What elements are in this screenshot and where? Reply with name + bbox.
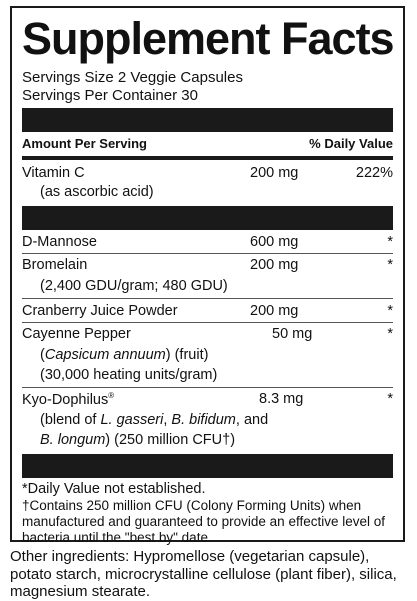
ingredient-detail: (blend of L. gasseri, B. bifidum, and xyxy=(40,412,269,428)
panel-title: Supplement Facts xyxy=(22,13,394,64)
row-divider xyxy=(22,298,393,299)
daily-value-header: % Daily Value xyxy=(309,136,393,151)
ingredient-amount: 200 mg xyxy=(250,257,299,273)
serving-size: Servings Size 2 Veggie Capsules xyxy=(22,69,243,86)
supplement-facts-panel xyxy=(10,6,405,545)
ingredient-amount: 600 mg xyxy=(250,234,299,250)
vitamin-c-dv: 222% xyxy=(355,165,393,181)
row-divider xyxy=(22,253,393,254)
ingredient-detail: (Capsicum annuum) (fruit) xyxy=(40,347,209,363)
vitamin-c-name: Vitamin C xyxy=(22,165,85,181)
ingredient-name: Kyo-Dophilus® xyxy=(22,391,115,408)
ingredient-detail: (30,000 heating units/gram) xyxy=(40,367,218,383)
row-divider xyxy=(22,387,393,388)
amount-per-serving-header: Amount Per Serving xyxy=(22,136,147,151)
thick-divider xyxy=(22,108,393,132)
ingredient-dv: * xyxy=(387,303,393,319)
ingredient-name: D-Mannose xyxy=(22,234,97,250)
ingredient-detail: B. longum) (250 million CFU†) xyxy=(40,432,236,448)
vitamin-c-amount: 200 mg xyxy=(250,165,299,181)
ingredient-dv: * xyxy=(387,391,393,407)
ingredient-dv: * xyxy=(387,234,393,250)
divider xyxy=(22,156,393,160)
ingredient-amount: 200 mg xyxy=(250,303,299,319)
ingredient-name: Bromelain xyxy=(22,257,88,273)
servings-per-container: Servings Per Container 30 xyxy=(22,87,198,104)
ingredient-amount: 8.3 mg xyxy=(259,391,304,407)
ingredient-name: Cayenne Pepper xyxy=(22,326,131,342)
ingredient-dv: * xyxy=(387,326,393,342)
thick-divider xyxy=(22,206,393,230)
ingredient-dv: * xyxy=(387,257,393,273)
daily-value-footnote: *Daily Value not established. xyxy=(22,481,206,497)
other-ingredients: Other ingredients: Hypromellose (vegetarian capsule), potato starch, microcrystalline cellulose (plant fiber), silica, magnesium stearate. xyxy=(10,548,397,600)
row-divider xyxy=(22,322,393,323)
thick-divider xyxy=(22,454,393,478)
ingredient-amount: 50 mg xyxy=(272,326,313,342)
ingredient-detail: (2,400 GDU/gram; 480 GDU) xyxy=(40,278,228,294)
vitamin-c-source: (as ascorbic acid) xyxy=(40,184,154,200)
ingredient-name: Cranberry Juice Powder xyxy=(22,303,178,319)
cfu-footnote: †Contains 250 million CFU (Colony Forming Units) when manufactured and guaranteed to provide an effective level of bacteria until the "best by" date. xyxy=(22,498,385,545)
